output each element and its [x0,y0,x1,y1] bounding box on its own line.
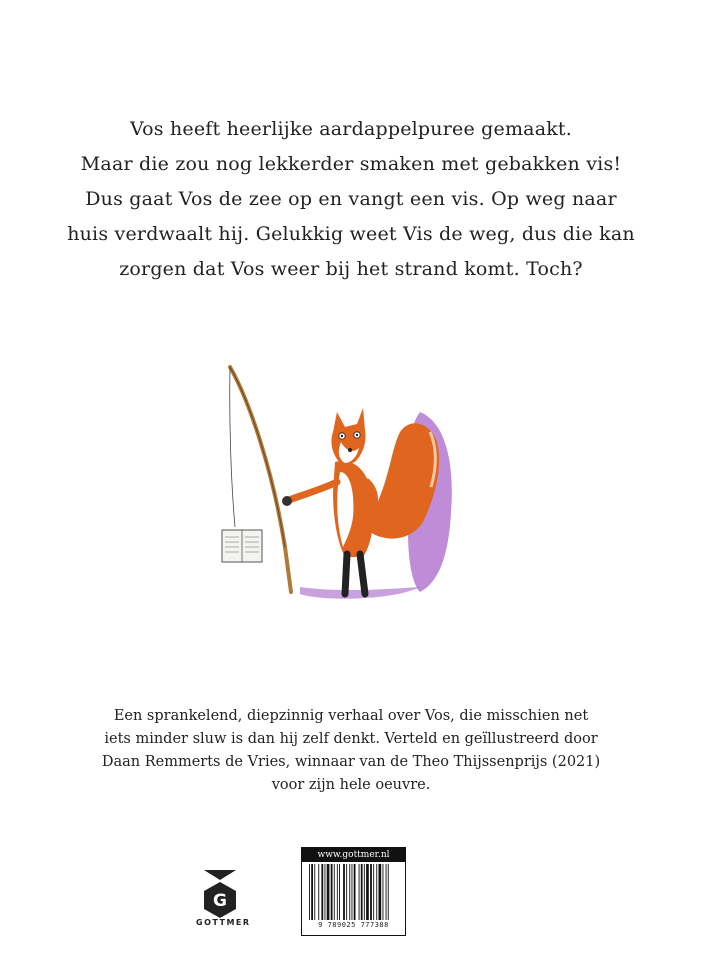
barcode-bar [376,864,377,920]
blurb-line: zorgen dat Vos weer bij het strand komt. Toch? [119,258,583,280]
barcode-bar [327,864,330,920]
barcode-bar [366,864,369,920]
logo-letter: G [213,891,227,911]
barcode-bars [306,864,401,922]
tagline-line: voor zijn hele oeuvre. [271,777,431,793]
isbn-digits: 9 789025 777388 [318,921,389,929]
fishing-line [230,367,235,527]
blurb-line: huis verdwaalt hij. Gelukkig weet Vis de weg, dus die kan [67,223,635,245]
barcode-bar [337,864,338,920]
author-tagline [70,705,632,797]
barcode-bar [325,864,326,920]
blurb-line: Maar die zou nog lekkerder smaken met gebakken vis! [80,153,622,175]
barcode-bar [318,864,319,920]
barcode-bar [383,864,384,920]
tagline-line: Een sprankelend, diepzinnig verhaal over Vos, die misschien net [113,708,589,724]
fox-arm [289,482,337,500]
ground-shadow [300,587,420,599]
barcode-bar [343,864,345,920]
logo-hourglass-top [204,870,236,880]
publisher-name: GOTTMER [196,918,251,927]
blurb-line: Dus gaat Vos de zee op en vangt een vis. Op weg naar [85,188,617,210]
tagline-line: iets minder sluw is dan hij zelf denkt. Verteld en geïllustreerd door [104,731,598,747]
fox-fishing-illustration [205,342,475,602]
fox-legs [345,554,365,594]
barcode-bar [370,864,372,920]
barcode-bar [352,864,353,920]
barcode-bar [359,864,360,920]
barcode-bar [346,864,347,920]
back-cover-blurb [60,112,642,287]
tagline-line: Daan Remmerts de Vries, winnaar van de Theo Thijssenprijs (2021) [101,754,601,770]
barcode-bar [314,864,315,920]
newspaper-on-hook [222,530,262,562]
barcode-bar [388,864,389,920]
barcode-bar [386,864,387,920]
barcode-bar [361,864,363,920]
fox-head [331,408,365,466]
barcode-bar [321,864,323,920]
barcode-bar [364,864,365,920]
publisher-url: www.gottmer.nl [302,848,405,862]
isbn-barcode [301,847,406,936]
barcode-bar [334,864,335,920]
barcode-bar [354,864,356,920]
barcode-bar [373,864,374,920]
barcode-bar [331,864,333,920]
barcode-bar [309,864,310,920]
barcode-bar [311,864,313,920]
barcode-bar [379,864,382,920]
barcode-bar [349,864,350,920]
blurb-line: Vos heeft heerlijke aardappelpuree gemaakt. [129,118,573,140]
barcode-bar [339,864,340,920]
